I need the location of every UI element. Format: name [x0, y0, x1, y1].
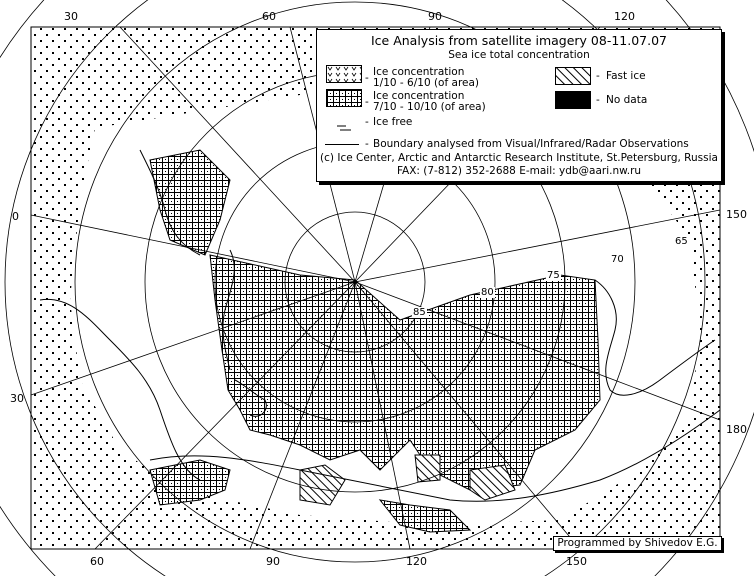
legend-panel — [316, 29, 722, 182]
lat-label-75: 75 — [547, 270, 560, 281]
lat-label-85: 85 — [413, 307, 426, 318]
legend-high-concentration-line1: Ice concentration — [373, 90, 465, 102]
lat-label-65: 65 — [675, 236, 688, 247]
ice-free-symbol — [337, 117, 351, 125]
legend-fast-ice: Fast ice — [606, 70, 646, 82]
swatch-no-data — [555, 91, 591, 109]
swatch-low-concentration — [326, 65, 362, 83]
boundary-line-symbol — [325, 144, 359, 145]
legend-dash-3: - — [596, 70, 600, 82]
lon-label-top-90: 90 — [428, 10, 442, 23]
lat-label-70: 70 — [611, 254, 624, 265]
lon-label-bottom-150: 150 — [566, 555, 587, 568]
legend-copyright: (c) Ice Center, Arctic and Antarctic Research Institute, St.Petersburg, Russia — [320, 152, 718, 164]
legend-high-concentration-line2: 7/10 - 10/10 (of area) — [373, 101, 486, 113]
legend-ice-free: Ice free — [373, 116, 413, 128]
lon-label-bottom-90: 90 — [266, 555, 280, 568]
legend-title: Ice Analysis from satellite imagery 08-11.07.07 — [370, 33, 668, 48]
legend-dash-4: - — [596, 94, 600, 106]
legend-boundary: Boundary analysed from Visual/Infrared/Radar Observations — [373, 138, 689, 150]
lon-label-top-60: 60 — [262, 10, 276, 23]
legend-dash-5: - — [365, 116, 369, 128]
legend-dash-6: - — [365, 138, 369, 150]
lon-label-right-150: 150 — [726, 208, 747, 221]
legend-low-concentration-line2: 1/10 - 6/10 (of area) — [373, 77, 480, 89]
swatch-fast-ice — [555, 67, 591, 85]
lon-label-right-180: 180 — [726, 423, 747, 436]
fast-ice-area-3 — [415, 455, 440, 482]
lon-label-bottom-120: 120 — [406, 555, 427, 568]
lon-label-bottom-60: 60 — [90, 555, 104, 568]
lat-label-80: 80 — [481, 287, 494, 298]
legend-dash-2: - — [365, 96, 369, 108]
lon-label-left-30: 30 — [10, 392, 24, 405]
lon-label-top-120: 120 — [614, 10, 635, 23]
credit-box: Programmed by Shivedov E.G. — [553, 536, 722, 551]
legend-dash-1: - — [365, 72, 369, 84]
lon-label-left-0: 0 — [12, 210, 19, 223]
pole-marker — [353, 280, 357, 284]
legend-low-concentration-line1: Ice concentration — [373, 66, 465, 78]
legend-contact: FAX: (7-812) 352-2688 E-mail: ydb@aari.nw.ru — [396, 165, 642, 177]
swatch-high-concentration — [326, 89, 362, 107]
lon-label-top-30: 30 — [64, 10, 78, 23]
legend-subtitle: Sea ice total concentration — [448, 49, 590, 61]
legend-no-data: No data — [606, 94, 648, 106]
